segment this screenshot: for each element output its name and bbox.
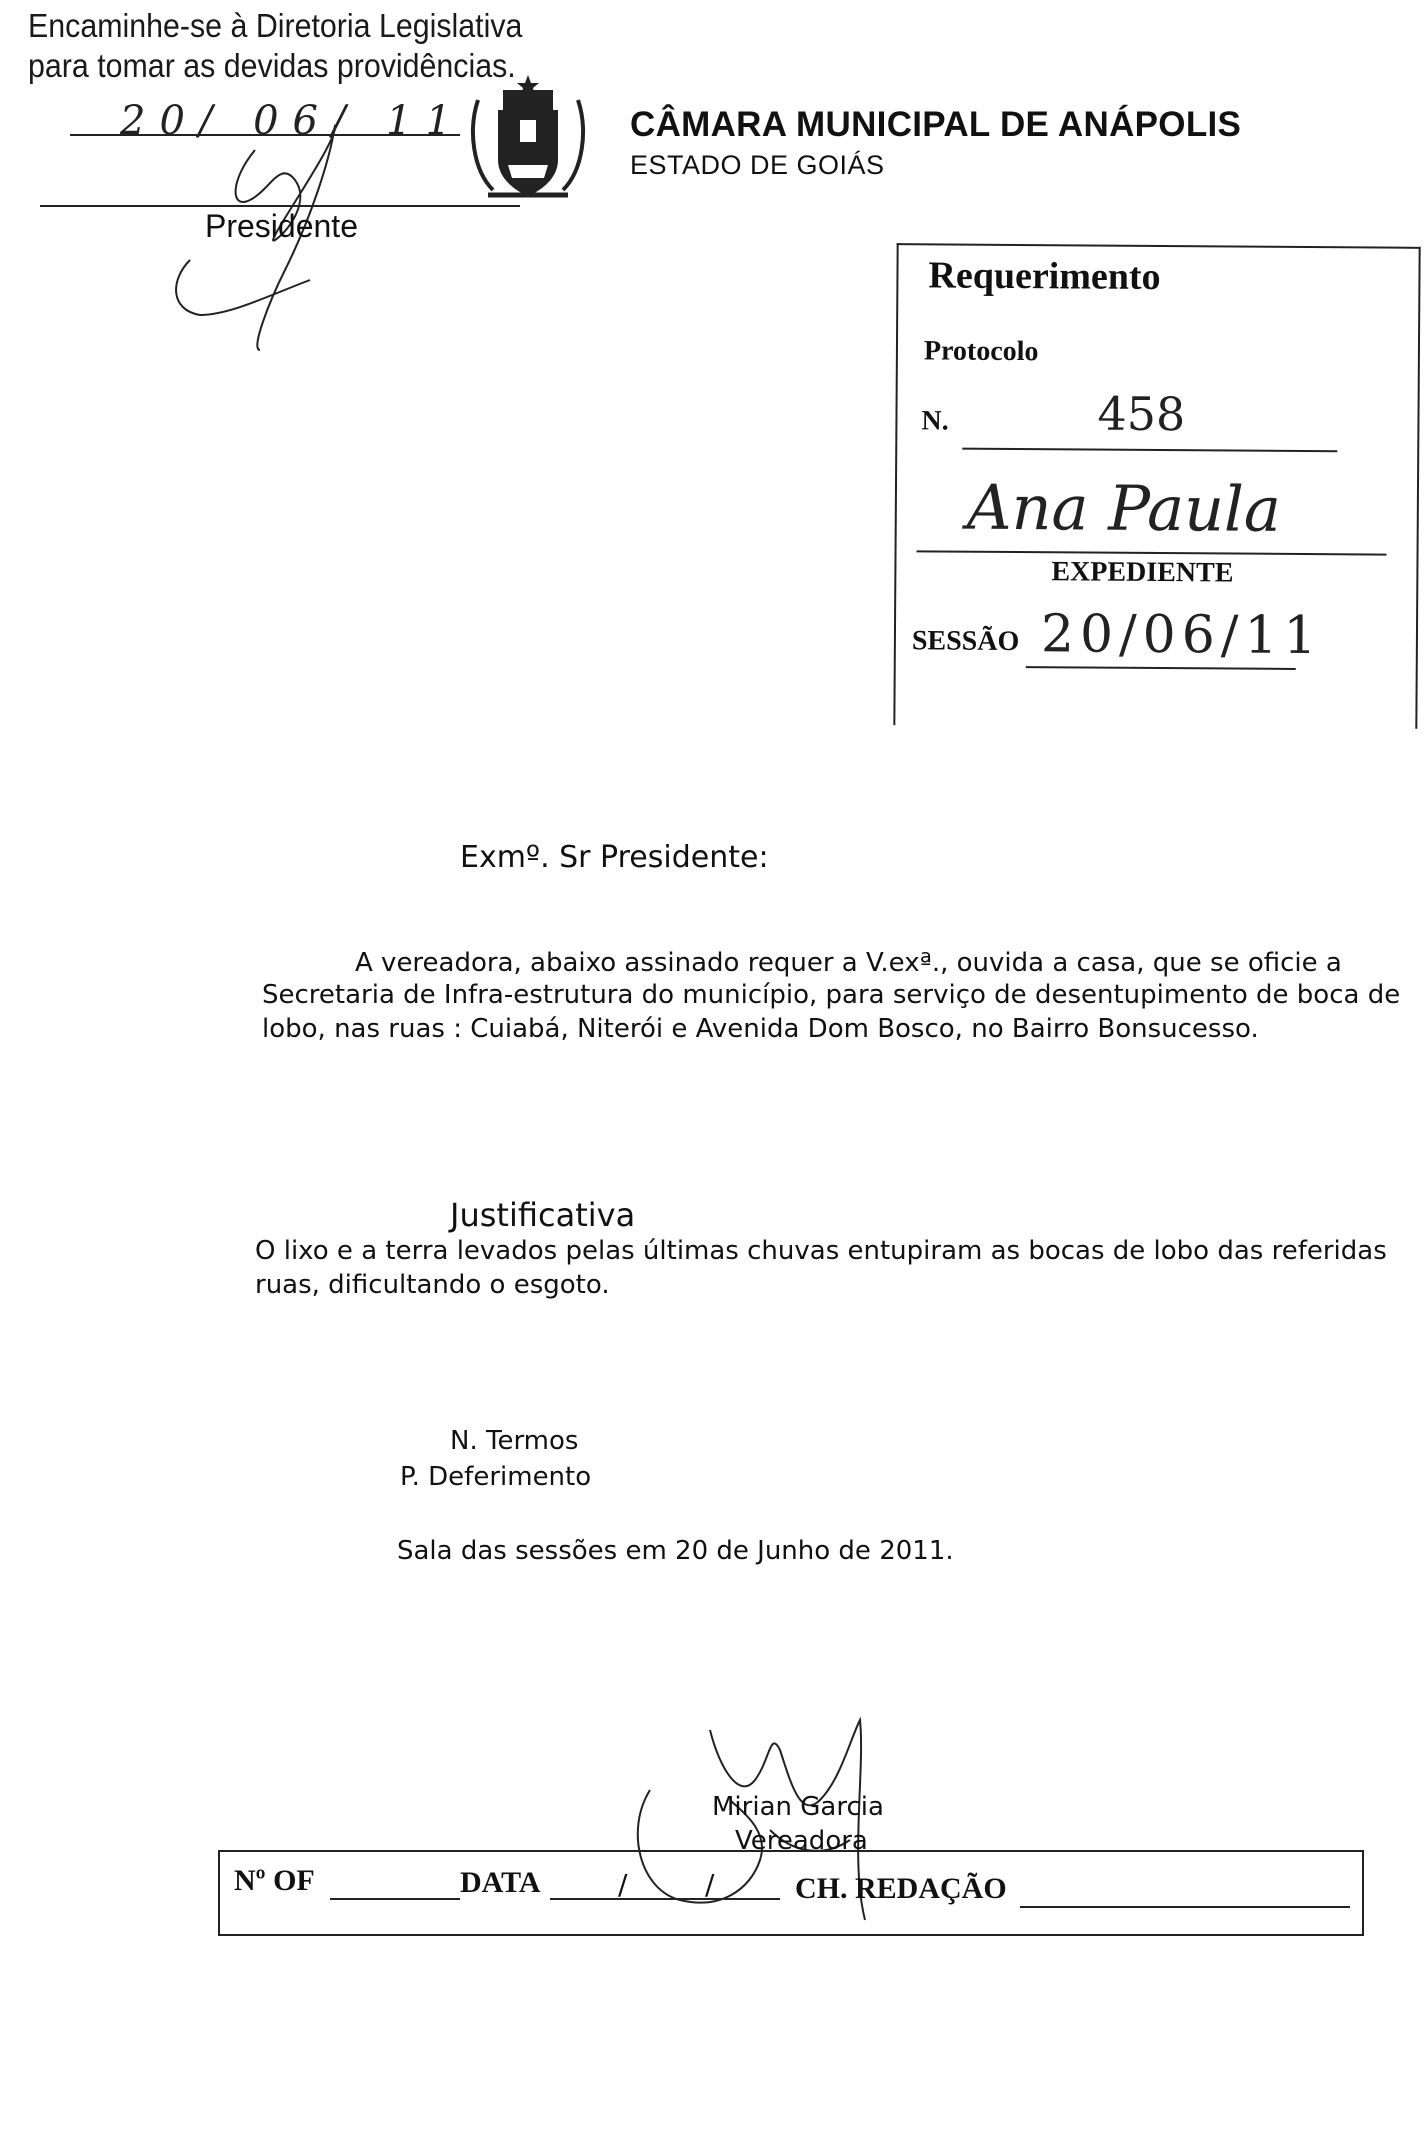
request-line-1: A vereadora, abaixo assinado requer a V.exª., ouvida a casa, que se oficie a xyxy=(355,948,1342,978)
protocol-number: 458 xyxy=(1097,386,1186,442)
footer-box xyxy=(218,1850,1364,1936)
session-label: SESSÃO xyxy=(911,625,1020,658)
institution-title: CÂMARA MUNICIPAL DE ANÁPOLIS xyxy=(630,105,1242,144)
session-date: 20/06/11 xyxy=(1040,604,1323,667)
request-line-3: lobo, nas ruas : Cuiabá, Niterói e Avenida Dom Bosco, no Bairro Bonsucesso. xyxy=(262,1014,1259,1044)
footer-of-label: Nº OF xyxy=(234,1864,315,1897)
request-line-2: Secretaria de Infra-estrutura do município, para serviço de desentupimento de boca de xyxy=(262,980,1401,1010)
salutation: Exmº. Sr Presidente: xyxy=(460,840,769,875)
forwarding-line-1: Encaminhe-se à Diretoria Legislativa xyxy=(28,7,523,44)
footer-redaction-line xyxy=(1020,1906,1350,1908)
footer-date-sep-2: / xyxy=(705,1868,715,1901)
forwarding-line-2: para tomar as devidas providências. xyxy=(28,47,516,84)
closing-place-date: Sala das sessões em 20 de Junho de 2011. xyxy=(397,1536,954,1566)
forwarding-date: 20/ 06/ 11 xyxy=(120,98,466,144)
session-date-line xyxy=(1026,666,1296,670)
justification-heading: Justificativa xyxy=(450,1196,636,1234)
institution-subtitle: ESTADO DE GOIÁS xyxy=(630,150,885,180)
expediente-label: EXPEDIENTE xyxy=(1051,556,1234,589)
expediente-line xyxy=(917,550,1387,555)
stamp-title: Requerimento xyxy=(928,254,1161,299)
justification-line-1: O lixo e a terra levados pelas últimas chuvas entupiram as bocas de lobo das referidas xyxy=(255,1236,1387,1266)
signer-role: Vereadora xyxy=(735,1826,868,1856)
coat-of-arms-icon xyxy=(458,70,598,210)
closing-deferment: P. Deferimento xyxy=(400,1462,592,1492)
footer-of-line xyxy=(330,1898,460,1900)
footer-date-label: DATA xyxy=(460,1866,541,1899)
footer-date-line xyxy=(550,1898,780,1900)
closing-terms: N. Termos xyxy=(450,1426,579,1456)
protocol-stamp xyxy=(893,243,1420,729)
footer-redaction-label: CH. REDAÇÃO xyxy=(795,1872,1007,1905)
footer-date-sep-1: / xyxy=(618,1868,628,1901)
protocol-number-line xyxy=(962,448,1337,453)
protocol-label: Protocolo xyxy=(923,335,1039,368)
justification-line-2: ruas, dificultando o esgoto. xyxy=(255,1270,610,1300)
signer-name: Mirian Garcia xyxy=(712,1792,884,1822)
protocol-number-label: N. xyxy=(921,405,949,437)
president-label: Presidente xyxy=(205,208,358,244)
clerk-signature: Ana Paula xyxy=(966,470,1282,546)
president-signature-line xyxy=(40,205,520,207)
